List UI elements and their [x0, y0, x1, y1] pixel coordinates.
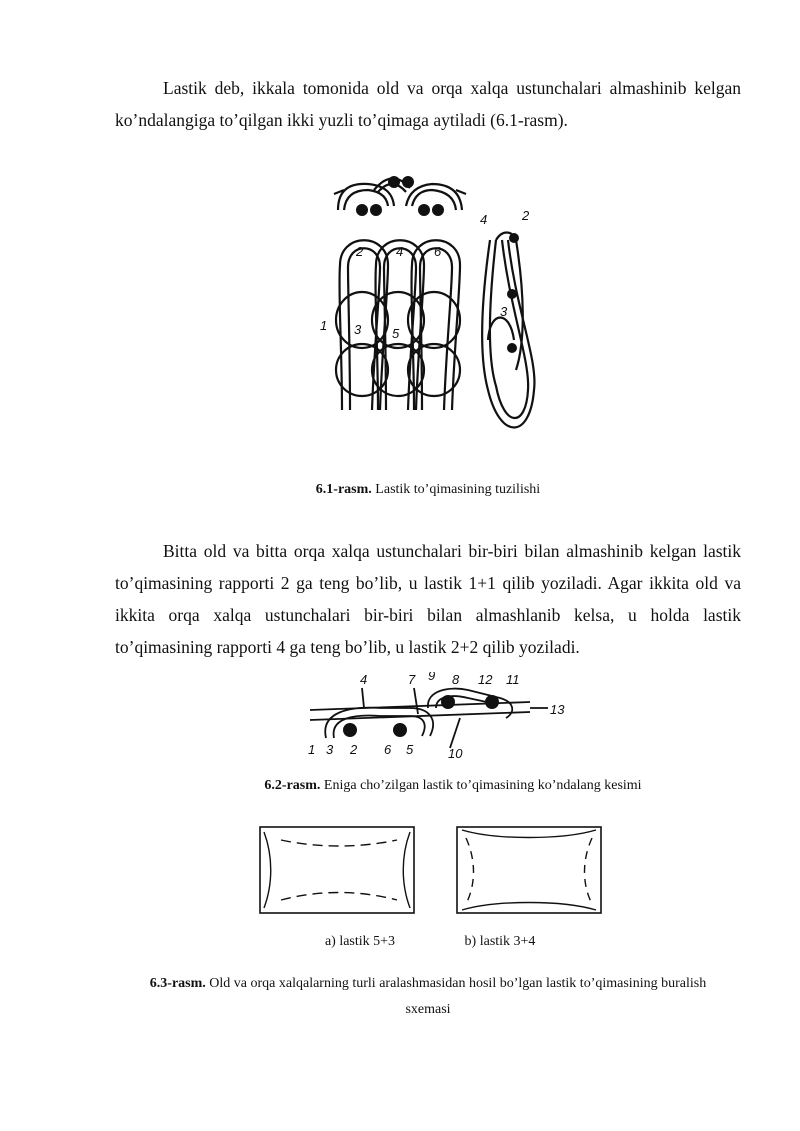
label-5: 5	[392, 326, 400, 341]
svg-text:12: 12	[478, 672, 493, 687]
svg-text:7: 7	[408, 672, 416, 687]
label-4: 4	[396, 244, 404, 259]
label-1: 1	[320, 318, 328, 333]
figure-6-1-diagram	[320, 170, 560, 450]
caption-text: Lastik to’qimasining tuzilishi	[371, 482, 541, 497]
figure-6-3-label-a: a) lastik 5+3	[324, 934, 396, 949]
svg-text:13: 13	[550, 702, 565, 717]
paragraph-2: Bitta old va bitta orqa xalqa ustunchalari bir-biri bilan almashinib kelgan lastik to’qimasining rapporti 2 ga teng bo’lib, u lastik 1+1 qilib yoziladi. Agar ikkita old va ikkita orqa xalqa ustunchalari bir-biri bilan almashlanib kelsa, u holda lastik to’qimasining rapporti 4 ga teng bo’lib, u lastik 2+2 qilib yoziladi.	[115, 541, 741, 657]
paragraph-1: Lastik deb, ikkala tomonida old va orqa xalqa ustunchalari almashinib kelgan ko’ndalangiga to’qilgan ikki yuzli to’qimaga aytiladi (6.1-rasm).	[115, 78, 741, 130]
figure-6-2-caption	[115, 778, 791, 794]
label-2: 2	[356, 244, 364, 259]
caption-number: 6.2-rasm.	[264, 778, 321, 793]
caption-number: 6.3-rasm.	[149, 976, 206, 991]
caption-text: Old va orqa xalqalarning turli aralashmasidan hosil bo’lgan lastik to’qimasining buralish	[205, 976, 707, 991]
svg-text:11: 11	[506, 672, 520, 687]
svg-text:8: 8	[452, 672, 460, 687]
svg-text:6: 6	[384, 742, 392, 757]
label-6: 6	[434, 244, 442, 259]
figure-6-2-diagram	[300, 672, 570, 762]
figure-6-1-caption	[115, 482, 741, 498]
label-2-side: 2	[522, 208, 530, 223]
svg-text:4: 4	[360, 672, 368, 687]
caption-text: Eniga cho’zilgan lastik to’qimasining ko’ndalang kesimi	[320, 778, 642, 793]
svg-text:1: 1	[308, 742, 316, 757]
figure-6-3-diagram-a	[259, 826, 415, 914]
caption-number: 6.1-rasm.	[315, 482, 372, 497]
label-3-side: 3	[500, 304, 508, 319]
svg-text:9: 9	[428, 672, 436, 683]
figure-6-3-label-b: b) lastik 3+4	[464, 934, 536, 949]
svg-text:5: 5	[406, 742, 414, 757]
figure-6-3-diagram-b	[456, 826, 602, 914]
svg-text:10: 10	[448, 746, 463, 761]
figure-6-3-caption	[115, 971, 741, 1023]
svg-text:2: 2	[350, 742, 358, 757]
caption-line-2: sxemasi	[405, 1002, 451, 1017]
label-4-side: 4	[480, 212, 488, 227]
svg-text:3: 3	[326, 742, 334, 757]
label-3: 3	[354, 322, 362, 337]
